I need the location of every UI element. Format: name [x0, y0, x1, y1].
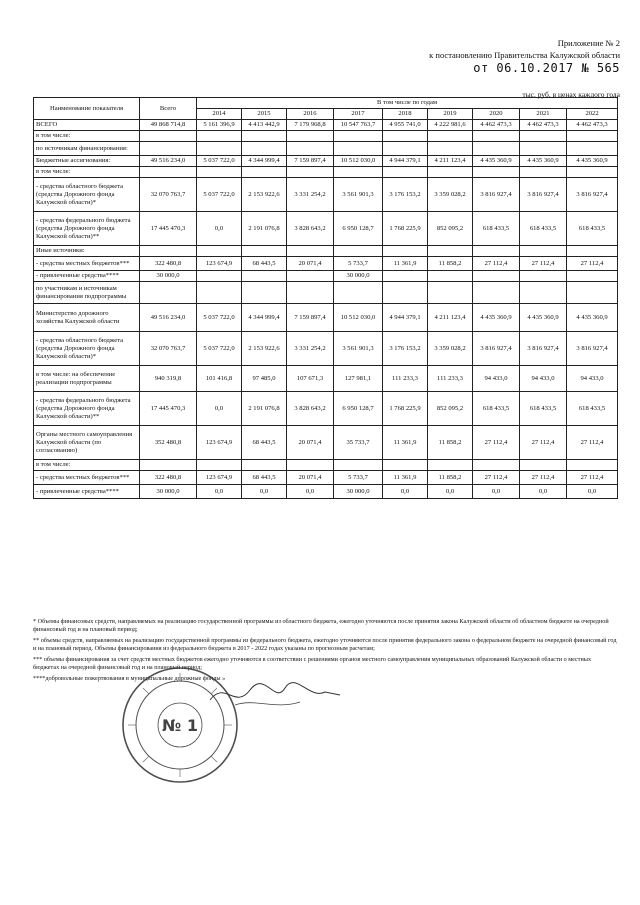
empty-cell	[520, 131, 567, 142]
row-label: - средства федерального бюджета (средства Дорожного фонда Калужской области)**	[34, 392, 140, 426]
year-header-2015: 2015	[242, 109, 287, 120]
total-cell: 30 000,0	[140, 485, 197, 499]
table-row	[34, 426, 618, 460]
year-value-cell: 27 112,4	[567, 471, 618, 485]
empty-cell	[383, 246, 428, 257]
year-value-cell: 0,0	[197, 485, 242, 499]
empty-cell	[383, 282, 428, 304]
table-row	[34, 366, 618, 392]
row-label: Бюджетные ассигнования:	[34, 156, 140, 167]
year-value-cell: 35 733,7	[334, 426, 383, 460]
year-value-cell: 5 733,7	[334, 257, 383, 271]
resolution-label: к постановлению Правительства Калужской области	[429, 50, 620, 60]
year-value-cell: 5 037 722,0	[197, 156, 242, 167]
year-value-cell: 6 950 128,7	[334, 212, 383, 246]
col-total-header: Всего	[140, 98, 197, 120]
table-row	[34, 271, 618, 282]
empty-cell	[473, 142, 520, 156]
row-label: - привлеченные средства****	[34, 485, 140, 499]
year-value-cell: 94 433,0	[520, 366, 567, 392]
year-value-cell: 27 112,4	[520, 426, 567, 460]
empty-cell	[197, 131, 242, 142]
year-value-cell: 1 768 225,9	[383, 392, 428, 426]
empty-cell	[473, 246, 520, 257]
empty-cell	[567, 142, 618, 156]
table-row	[34, 257, 618, 271]
empty-cell	[383, 167, 428, 178]
year-value-cell: 4 435 360,9	[473, 156, 520, 167]
empty-cell	[140, 142, 197, 156]
col-name-header: Наименование показателя	[34, 98, 140, 120]
empty-cell	[428, 246, 473, 257]
empty-cell	[473, 282, 520, 304]
year-value-cell: 852 095,2	[428, 212, 473, 246]
year-value-cell: 4 211 123,4	[428, 304, 473, 332]
year-value-cell: 7 179 968,8	[287, 120, 334, 131]
year-value-cell: 3 359 028,2	[428, 178, 473, 212]
year-value-cell: 852 095,2	[428, 392, 473, 426]
year-value-cell: 4 435 360,9	[567, 304, 618, 332]
financing-table	[33, 97, 618, 499]
year-value-cell: 30 000,0	[334, 271, 383, 282]
table-row	[34, 304, 618, 332]
total-cell: 352 480,8	[140, 426, 197, 460]
empty-cell	[473, 460, 520, 471]
year-value-cell: 11 858,2	[428, 257, 473, 271]
year-value-cell: 27 112,4	[520, 257, 567, 271]
year-header-2021: 2021	[520, 109, 567, 120]
year-value-cell: 101 416,8	[197, 366, 242, 392]
table-row	[34, 131, 618, 142]
year-value-cell: 123 674,9	[197, 426, 242, 460]
empty-cell	[567, 246, 618, 257]
year-value-cell: 3 816 927,4	[473, 332, 520, 366]
empty-cell	[242, 460, 287, 471]
year-value-cell: 10 512 030,0	[334, 156, 383, 167]
empty-cell	[428, 167, 473, 178]
row-label: Министерство дорожного хозяйства Калужской области	[34, 304, 140, 332]
empty-cell	[287, 167, 334, 178]
year-value-cell: 4 944 379,1	[383, 156, 428, 167]
table-row	[34, 460, 618, 471]
year-value-cell: 4 944 379,1	[383, 304, 428, 332]
year-value-cell: 68 443,5	[242, 426, 287, 460]
year-header-2016: 2016	[287, 109, 334, 120]
empty-cell	[520, 460, 567, 471]
year-value-cell	[242, 271, 287, 282]
empty-cell	[287, 131, 334, 142]
year-header-2017: 2017	[334, 109, 383, 120]
year-value-cell: 10 547 763,7	[334, 120, 383, 131]
year-value-cell: 6 950 128,7	[334, 392, 383, 426]
empty-cell	[242, 131, 287, 142]
year-value-cell: 3 561 901,3	[334, 332, 383, 366]
total-cell: 49 868 714,8	[140, 120, 197, 131]
empty-cell	[334, 246, 383, 257]
empty-cell	[140, 460, 197, 471]
year-value-cell: 0,0	[287, 485, 334, 499]
row-label: по участникам и источникам финансирования подпрограммы	[34, 282, 140, 304]
units-note: тыс. руб. в ценах каждого года	[522, 90, 620, 99]
footnote-item: ** объемы средств, направляемых на реализацию государственной программы из федерального бюджета, ежегодно уточняются после принятия федерального закона о федеральном бюджете на очередной финансовый год и на плановый период. Объемы финансирования из федерального бюджета в 2017 - 2022 годах указаны по прогнозным расчетам;	[33, 637, 617, 652]
row-label: ВСЕГО	[34, 120, 140, 131]
year-header-2014: 2014	[197, 109, 242, 120]
year-value-cell: 20 071,4	[287, 257, 334, 271]
year-value-cell: 618 433,5	[520, 392, 567, 426]
year-value-cell: 4 435 360,9	[567, 156, 618, 167]
handwritten-signature	[205, 670, 345, 720]
year-value-cell: 4 344 999,4	[242, 304, 287, 332]
table-row	[34, 178, 618, 212]
year-value-cell: 27 112,4	[567, 426, 618, 460]
empty-cell	[287, 460, 334, 471]
year-value-cell: 5 161 396,9	[197, 120, 242, 131]
year-value-cell: 0,0	[383, 485, 428, 499]
table-row	[34, 485, 618, 499]
year-value-cell: 618 433,5	[520, 212, 567, 246]
empty-cell	[334, 167, 383, 178]
year-value-cell	[287, 271, 334, 282]
table-body	[34, 120, 618, 499]
year-value-cell: 10 512 030,0	[334, 304, 383, 332]
empty-cell	[334, 282, 383, 304]
empty-cell	[140, 131, 197, 142]
empty-cell	[520, 282, 567, 304]
table-row	[34, 120, 618, 131]
table-row	[34, 282, 618, 304]
year-value-cell: 4 435 360,9	[520, 304, 567, 332]
year-value-cell: 2 153 922,6	[242, 178, 287, 212]
table-row	[34, 471, 618, 485]
year-value-cell: 11 361,9	[383, 471, 428, 485]
row-label: Органы местного самоуправления Калужской области (по согласованию)	[34, 426, 140, 460]
empty-cell	[383, 131, 428, 142]
row-label: - средства местных бюджетов***	[34, 471, 140, 485]
total-cell: 322 480,8	[140, 257, 197, 271]
year-value-cell: 123 674,9	[197, 471, 242, 485]
year-value-cell: 3 816 927,4	[520, 178, 567, 212]
empty-cell	[473, 131, 520, 142]
empty-cell	[520, 167, 567, 178]
year-value-cell: 3 828 643,2	[287, 392, 334, 426]
svg-text:№ 1: № 1	[162, 716, 198, 735]
total-cell: 32 070 763,7	[140, 332, 197, 366]
year-value-cell: 618 433,5	[473, 392, 520, 426]
empty-cell	[140, 167, 197, 178]
year-value-cell: 618 433,5	[567, 392, 618, 426]
year-value-cell: 11 858,2	[428, 471, 473, 485]
year-value-cell: 4 211 123,4	[428, 156, 473, 167]
empty-cell	[197, 282, 242, 304]
year-value-cell: 3 331 254,2	[287, 178, 334, 212]
year-value-cell: 2 191 076,8	[242, 212, 287, 246]
appendix-label: Приложение № 2	[557, 38, 620, 48]
table-row	[34, 392, 618, 426]
year-value-cell: 68 443,5	[242, 471, 287, 485]
year-value-cell: 3 816 927,4	[520, 332, 567, 366]
year-value-cell: 5 037 722,0	[197, 332, 242, 366]
year-value-cell: 97 485,0	[242, 366, 287, 392]
year-header-2019: 2019	[428, 109, 473, 120]
year-value-cell: 0,0	[197, 212, 242, 246]
year-value-cell: 2 191 076,8	[242, 392, 287, 426]
year-value-cell: 27 112,4	[473, 426, 520, 460]
empty-cell	[242, 167, 287, 178]
table-row	[34, 212, 618, 246]
empty-cell	[197, 142, 242, 156]
empty-cell	[242, 142, 287, 156]
year-value-cell: 107 671,3	[287, 366, 334, 392]
year-value-cell: 4 413 442,9	[242, 120, 287, 131]
empty-cell	[197, 246, 242, 257]
empty-cell	[242, 246, 287, 257]
year-value-cell: 5 733,7	[334, 471, 383, 485]
year-value-cell: 27 112,4	[567, 257, 618, 271]
year-value-cell: 1 768 225,9	[383, 212, 428, 246]
empty-cell	[140, 282, 197, 304]
year-value-cell: 3 176 153,2	[383, 332, 428, 366]
row-label: - средства местных бюджетов***	[34, 257, 140, 271]
empty-cell	[287, 246, 334, 257]
year-value-cell: 27 112,4	[473, 257, 520, 271]
year-value-cell: 27 112,4	[473, 471, 520, 485]
row-label: в том числе:	[34, 460, 140, 471]
table-row	[34, 142, 618, 156]
year-value-cell: 0,0	[520, 485, 567, 499]
year-value-cell: 3 359 028,2	[428, 332, 473, 366]
empty-cell	[334, 460, 383, 471]
year-value-cell: 4 462 473,3	[473, 120, 520, 131]
year-value-cell: 3 176 153,2	[383, 178, 428, 212]
year-value-cell: 11 361,9	[383, 257, 428, 271]
empty-cell	[567, 131, 618, 142]
row-label: - средства областного бюджета (средства Дорожного фонда Калужской области)*	[34, 332, 140, 366]
empty-cell	[140, 246, 197, 257]
year-header-2022: 2022	[567, 109, 618, 120]
total-cell: 17 445 470,3	[140, 212, 197, 246]
empty-cell	[242, 282, 287, 304]
year-value-cell	[383, 271, 428, 282]
year-value-cell: 3 816 927,4	[567, 332, 618, 366]
year-value-cell: 2 153 922,6	[242, 332, 287, 366]
empty-cell	[520, 246, 567, 257]
row-label: - привлеченные средства****	[34, 271, 140, 282]
row-label: Иные источники:	[34, 246, 140, 257]
year-value-cell: 20 071,4	[287, 426, 334, 460]
total-cell: 322 480,8	[140, 471, 197, 485]
year-value-cell: 618 433,5	[473, 212, 520, 246]
date-number: от 06.10.2017 № 565	[473, 61, 620, 75]
year-value-cell: 618 433,5	[567, 212, 618, 246]
year-value-cell: 0,0	[197, 392, 242, 426]
year-value-cell: 4 344 999,4	[242, 156, 287, 167]
year-value-cell	[520, 271, 567, 282]
year-value-cell	[428, 271, 473, 282]
empty-cell	[197, 167, 242, 178]
year-value-cell: 0,0	[428, 485, 473, 499]
empty-cell	[287, 282, 334, 304]
year-value-cell: 7 159 897,4	[287, 304, 334, 332]
year-value-cell: 5 037 722,0	[197, 304, 242, 332]
year-value-cell: 0,0	[242, 485, 287, 499]
year-value-cell: 0,0	[567, 485, 618, 499]
year-value-cell: 4 435 360,9	[473, 304, 520, 332]
year-value-cell: 123 674,9	[197, 257, 242, 271]
year-value-cell: 11 361,9	[383, 426, 428, 460]
total-cell: 32 070 763,7	[140, 178, 197, 212]
total-cell: 49 516 234,0	[140, 304, 197, 332]
empty-cell	[428, 142, 473, 156]
table-row	[34, 156, 618, 167]
col-years-group-header: В том числе по годам	[197, 98, 618, 109]
year-value-cell: 4 462 473,3	[520, 120, 567, 131]
year-value-cell	[567, 271, 618, 282]
empty-cell	[334, 131, 383, 142]
empty-cell	[287, 142, 334, 156]
footnote-item: ****добровольные пожертвования в муниципальные дорожные фонды »	[33, 675, 226, 682]
empty-cell	[428, 460, 473, 471]
year-header-2020: 2020	[473, 109, 520, 120]
year-value-cell: 4 222 981,6	[428, 120, 473, 131]
year-value-cell: 4 955 741,0	[383, 120, 428, 131]
year-value-cell	[197, 271, 242, 282]
total-cell: 30 000,0	[140, 271, 197, 282]
year-value-cell: 11 858,2	[428, 426, 473, 460]
empty-cell	[197, 460, 242, 471]
table-row	[34, 246, 618, 257]
empty-cell	[473, 167, 520, 178]
row-label: по источникам финансирования:	[34, 142, 140, 156]
empty-cell	[383, 142, 428, 156]
year-value-cell: 4 462 473,3	[567, 120, 618, 131]
year-value-cell: 111 233,3	[428, 366, 473, 392]
year-value-cell: 94 433,0	[473, 366, 520, 392]
empty-cell	[567, 460, 618, 471]
table-row	[34, 332, 618, 366]
row-label: в том числе: на обеспечение реализации подпрограммы	[34, 366, 140, 392]
year-value-cell: 68 443,5	[242, 257, 287, 271]
year-value-cell: 7 159 897,4	[287, 156, 334, 167]
total-cell: 49 516 234,0	[140, 156, 197, 167]
year-value-cell: 5 037 722,0	[197, 178, 242, 212]
row-label: - средства федерального бюджета (средства Дорожного фонда Калужской области)**	[34, 212, 140, 246]
empty-cell	[567, 167, 618, 178]
year-value-cell: 3 816 927,4	[473, 178, 520, 212]
empty-cell	[520, 142, 567, 156]
table-row	[34, 167, 618, 178]
row-label: в том числе:	[34, 167, 140, 178]
year-value-cell: 3 828 643,2	[287, 212, 334, 246]
footnote-item: * Объемы финансовых средств, направляемых на реализацию государственной программы из областного бюджета, ежегодно уточняются после принятия закона Калужской области об областном бюджете на очередной финансовый год и на плановый период;	[33, 618, 609, 633]
empty-cell	[334, 142, 383, 156]
empty-cell	[567, 282, 618, 304]
table-header-row	[34, 98, 618, 109]
year-value-cell: 30 000,0	[334, 485, 383, 499]
year-value-cell: 111 233,3	[383, 366, 428, 392]
year-value-cell: 3 561 901,3	[334, 178, 383, 212]
year-value-cell: 3 816 927,4	[567, 178, 618, 212]
empty-cell	[428, 282, 473, 304]
year-value-cell: 4 435 360,9	[520, 156, 567, 167]
year-value-cell	[473, 271, 520, 282]
year-header-2018: 2018	[383, 109, 428, 120]
row-label: в том числе:	[34, 131, 140, 142]
year-value-cell: 27 112,4	[520, 471, 567, 485]
total-cell: 17 445 470,3	[140, 392, 197, 426]
year-value-cell: 0,0	[473, 485, 520, 499]
year-value-cell: 94 433,0	[567, 366, 618, 392]
footnote-item: *** объемы финансирования за счет средств местных бюджетов ежегодно уточняются в соответствии с решениями органов местного самоуправления муниципальных образований Калужской области о местных бюджетах на очередной финансовый год и на плановый период;	[33, 656, 592, 671]
empty-cell	[383, 460, 428, 471]
empty-cell	[428, 131, 473, 142]
year-value-cell: 127 981,1	[334, 366, 383, 392]
year-value-cell: 20 071,4	[287, 471, 334, 485]
total-cell: 940 319,8	[140, 366, 197, 392]
row-label: - средства областного бюджета (средства Дорожного фонда Калужской области)*	[34, 178, 140, 212]
year-value-cell: 3 331 254,2	[287, 332, 334, 366]
